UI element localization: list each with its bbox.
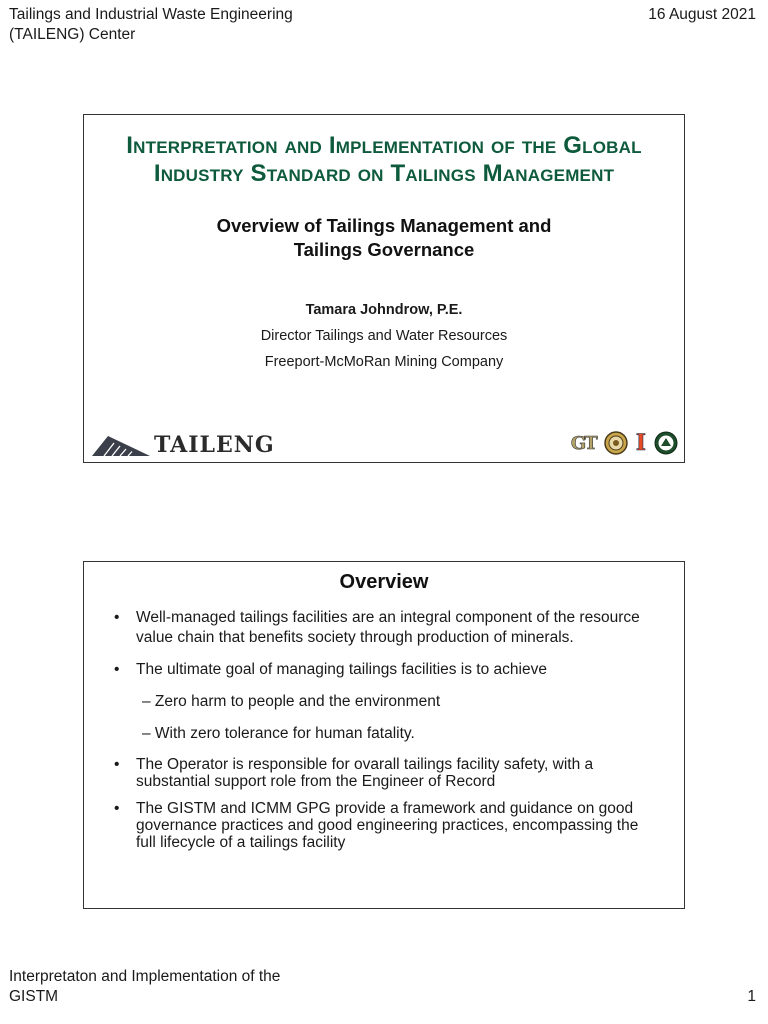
page-header-date: 16 August 2021 [648,6,756,23]
logo-row [84,428,684,456]
bullet-text: The Operator is responsible for ovarall tailings facility safety, with a substantial support role from the Engineer of Record [136,756,594,790]
overview-title: Overview [339,571,429,593]
university-logos [571,430,678,456]
list-item [114,692,654,712]
author-position: Director Tailings and Water Resources [260,328,508,344]
bullet-text: The GISTM and ICMM GPG provide a framework and guidance on good governance practices and good engineering practices, encompassing the full lifecycle of a tailings facility [136,800,639,851]
list-item [114,608,654,648]
subtitle-line-1: Overview of Tailings Management and [216,215,552,236]
university-seal-icon [604,431,628,455]
bullet-icon: • [114,756,120,773]
list-item [114,800,654,851]
bullet-icon: • [114,800,120,817]
overview-bullet-list [84,608,684,851]
overview-slide [83,561,685,909]
page-footer-title: Interpretaton and Implementation of the GISTM [9,968,281,1005]
list-item [114,756,654,790]
bullet-icon: • [114,661,120,678]
list-item [114,660,654,680]
page-number: 1 [747,988,756,1005]
sub-bullet-text: – Zero harm to people and the environment [142,693,441,710]
colorado-state-seal-icon [654,431,678,455]
georgia-tech-logo: GT [570,432,596,454]
list-item [114,724,654,744]
sub-bullet-text: – With zero tolerance for human fatality. [142,725,415,742]
taileng-wordmark: TAILENG [154,432,275,458]
bullet-text: Well-managed tailings facilities are an integral component of the resource value chain that benefits society through production of minerals. [136,609,640,646]
title-slide [83,114,685,463]
author-name: Tamara Johndrow, P.E. [305,302,463,318]
taileng-logo [92,432,275,456]
slide-subtitle [84,214,684,262]
author-company: Freeport-McMoRan Mining Company [264,354,504,370]
taileng-mark-icon [92,434,150,456]
author-block [84,300,684,372]
bullet-text: The ultimate goal of managing tailings facilities is to achieve [136,661,547,678]
subtitle-line-2: Tailings Governance [293,239,475,260]
slide-title: Interpretation and Implementation of the Global Industry Standard on Tailings Management [126,132,642,187]
bullet-icon: • [114,609,120,626]
page-header-center-name: Tailings and Industrial Waste Engineering (TAILENG) Center [9,6,293,43]
illinois-logo: I [635,430,646,456]
